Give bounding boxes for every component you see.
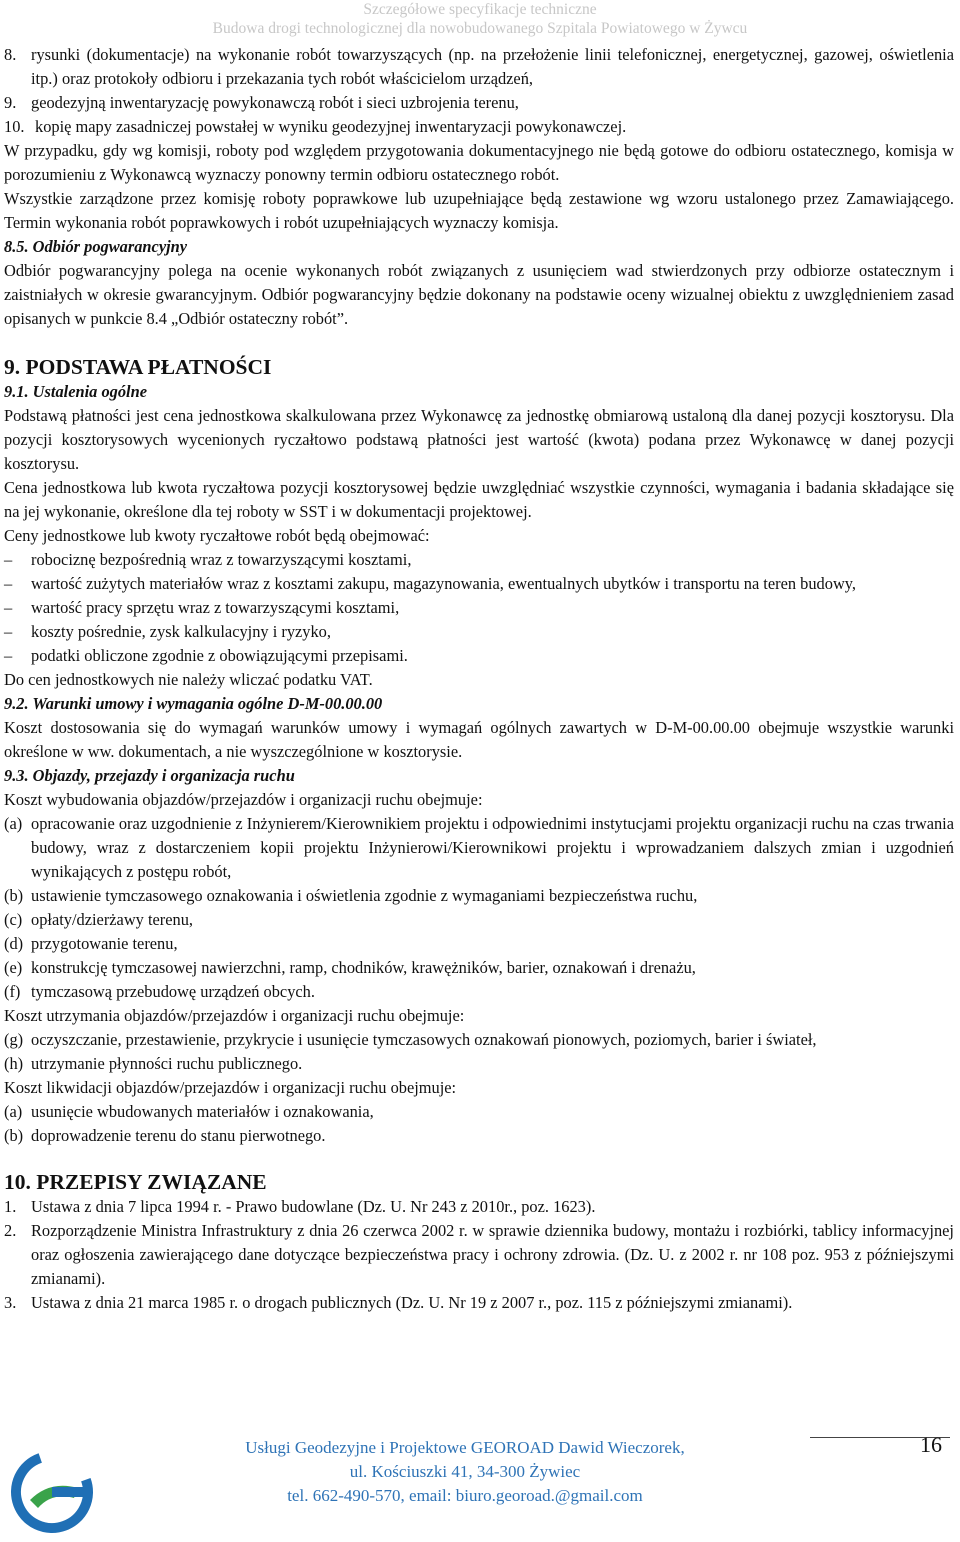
document-body [4, 43, 954, 1315]
item-text: oczyszczanie, przestawienie, przykrycie i usunięcie tymczasowych oznakowań pionowych, poziomych, barier i świateł, [31, 1030, 817, 1049]
lettered-item [4, 932, 954, 956]
section-9-1-p4: Do cen jednostkowych nie należy wliczać podatku VAT. [4, 670, 373, 689]
lettered-item [4, 980, 954, 1004]
dash-item [4, 572, 954, 596]
item-letter: (f) [4, 982, 21, 1001]
item-text: usunięcie wbudowanych materiałów i oznakowania, [31, 1102, 374, 1121]
list-item [4, 91, 954, 115]
item-text: tymczasową przebudowę urządzeń obcych. [31, 982, 315, 1001]
page-number: 16 [920, 1432, 942, 1457]
section-9-3-intro-maint: Koszt utrzymania objazdów/przejazdów i organizacji ruchu obejmuje: [4, 1006, 465, 1025]
lettered-item [4, 812, 954, 884]
heading-10: 10. PRZEPISY ZWIĄZANE [4, 1170, 267, 1194]
lettered-item [4, 908, 954, 932]
regulation-item [4, 1219, 954, 1291]
section-9-1-p1: Podstawą płatności jest cena jednostkowa skalkulowana przez Wykonawcę za jednostkę obmiarową ustaloną dla danej pozycji kosztorysu. Dla pozycji kosztorysowych wycenionych ryczałtowo podstawą płatności jest wartość (kwota) podana przez Wykonawcę w danej pozycji kosztorysu. [4, 406, 954, 473]
list-text: kopię mapy zasadniczej powstałej w wyniku geodezyjnej inwentaryzacji powykonawczej. [35, 117, 627, 136]
spacer [4, 1148, 954, 1169]
section-9-3-intro-build: Koszt wybudowania objazdów/przejazdów i organizacji ruchu obejmuje: [4, 790, 483, 809]
item-letter: (h) [4, 1054, 24, 1073]
section-8-5-title: 8.5. Odbiór pogwarancyjny [4, 237, 188, 256]
dash-marker: – [4, 550, 13, 569]
dash-item [4, 548, 954, 572]
section-9-2-text: Koszt dostosowania się do wymagań warunków umowy i wymagań ogólnych zawartych w D-M-00.00.00 obejmuje wszystkie warunki określone w ww. dokumentach, a nie wyszczególnione w kosztorysie. [4, 718, 954, 761]
section-9-3-title: 9.3. Objazdy, przejazdy i organizacja ruchu [4, 766, 295, 785]
lettered-item [4, 1028, 954, 1052]
dash-marker: – [4, 598, 13, 617]
list-item [4, 115, 954, 139]
regulation-number: 2. [4, 1221, 17, 1240]
section-8-5-text: Odbiór pogwarancyjny polega na ocenie wykonanych robót związanych z usunięciem wad stwierdzonych przy odbiorze ostatecznym i zaistniałych w okresie gwarancyjnym. Odbiór pogwarancyjny będzie dokonany na podstawie oceny wizualnej obiektu z uwzględnieniem zasad opisanych w punkcie 8.4 „Odbiór ostateczny robót”. [4, 261, 954, 328]
lettered-item [4, 1124, 954, 1148]
list-text: geodezyjną inwentaryzację powykonawczą robót i sieci uzbrojenia terenu, [31, 93, 519, 112]
list-number: 8. [4, 45, 17, 64]
dash-text: robociznę bezpośrednią wraz z towarzyszącymi kosztami, [31, 550, 412, 569]
item-text: utrzymanie płynności ruchu publicznego. [31, 1054, 303, 1073]
regulation-text: Rozporządzenie Ministra Infrastruktury z dnia 26 czerwca 2002 r. w sprawie dziennika budowy, montażu i rozbiórki, tablicy informacyjnej oraz ogłoszenia zawierającego dane dotyczące bezpieczeństwa pracy i ochrony zdrowia. (Dz. U. z 2002 r. nr 108 poz. 953 z późniejszymi zmianami). [31, 1221, 954, 1288]
dash-text: wartość pracy sprzętu wraz z towarzyszącymi kosztami, [31, 598, 400, 617]
section-9-1-title: 9.1. Ustalenia ogólne [4, 382, 147, 401]
dash-text: wartość zużytych materiałów wraz z kosztami zakupu, magazynowania, ewentualnych ubytków i transportu na teren budowy, [31, 574, 857, 593]
lettered-item [4, 884, 954, 908]
dash-item [4, 596, 954, 620]
item-text: konstrukcję tymczasowej nawierzchni, ramp, chodników, krawężników, barier, oznakowań i drenażu, [31, 958, 696, 977]
section-9-1-p2: Cena jednostkowa lub kwota ryczałtowa pozycji kosztorysowej będzie uwzględniać wszystkie czynności, wymagania i badania składające się na jej wykonanie, określone dla tej roboty w SST i w dokumentacji projektowej. [4, 478, 954, 521]
heading-9: 9. PODSTAWA PŁATNOŚCI [4, 355, 272, 379]
item-text: opracowanie oraz uzgodnienie z Inżynierem/Kierownikiem projektu i odpowiednimi instytucjami projektu organizacji ruchu na czas trwania budowy, wraz z dostarczeniem kopii projektu Inżynierowi/Kierownikowi projektu i wprowadzaniem dalszych zmian i uzgodnień wynikających z postępu robót, [31, 814, 954, 881]
dash-text: podatki obliczone zgodnie z obowiązującymi przepisami. [31, 646, 408, 665]
header-subtitle: Budowa drogi technologicznej dla nowobudowanego Szpitala Powiatowego w Żywcu [212, 20, 748, 37]
regulation-number: 1. [4, 1197, 17, 1216]
list-number: 9. [4, 93, 17, 112]
dash-text: koszty pośrednie, zysk kalkulacyjny i ryzyko, [31, 622, 331, 641]
item-letter: (e) [4, 958, 23, 977]
item-letter: (g) [4, 1030, 24, 1049]
header-title: Szczegółowe specyfikacje techniczne [363, 1, 597, 18]
spacer [4, 331, 954, 354]
item-text: przygotowanie terenu, [31, 934, 178, 953]
list-item [4, 43, 954, 91]
item-letter: (a) [4, 814, 23, 833]
item-letter: (d) [4, 934, 24, 953]
item-text: doprowadzenie terenu do stanu pierwotnego. [31, 1126, 326, 1145]
item-text: ustawienie tymczasowego oznakowania i oświetlenia zgodnie z wymaganiami bezpieczeństwa ruchu, [31, 886, 698, 905]
lettered-item [4, 1052, 954, 1076]
footer-company: Usługi Geodezyjne i Projektowe GEOROAD Dawid Wieczorek, [245, 1438, 685, 1457]
item-letter: (b) [4, 1126, 24, 1145]
dash-marker: – [4, 574, 13, 593]
regulation-number: 3. [4, 1293, 17, 1312]
item-letter: (c) [4, 910, 23, 929]
dash-marker: – [4, 622, 13, 641]
footer-contact: tel. 662-490-570, email: biuro.georoad.@gmail.com [287, 1486, 643, 1505]
list-text: rysunki (dokumentacje) na wykonanie robót towarzyszących (np. na przełożenie linii telefonicznej, energetycznej, gazowej, oświetlenia itp.) oraz protokoły odbioru i przekazania tych robót właścicielom urządzeń, [31, 45, 954, 88]
georoad-logo-icon [0, 1440, 100, 1540]
section-9-1-p3: Ceny jednostkowe lub kwoty ryczałtowe robót będą obejmować: [4, 526, 430, 545]
section-9-2-title: 9.2. Warunki umowy i wymagania ogólne D-M-00.00.00 [4, 694, 383, 713]
item-text: opłaty/dzierżawy terenu, [31, 910, 194, 929]
regulation-text: Ustawa z dnia 7 lipca 1994 r. - Prawo budowlane (Dz. U. Nr 243 z 2010r., poz. 1623). [31, 1197, 596, 1216]
lettered-item [4, 956, 954, 980]
paragraph-corrections: Wszystkie zarządzone przez komisję roboty poprawkowe lub uzupełniające będą zestawione wg wzoru ustalonego przez Zamawiającego. Termin wykonania robót poprawkowych i robót uzupełniających wyznaczy komisja. [4, 189, 954, 232]
dash-item [4, 644, 954, 668]
section-9-3-intro-liq: Koszt likwidacji objazdów/przejazdów i organizacji ruchu obejmuje: [4, 1078, 457, 1097]
regulation-item [4, 1195, 954, 1219]
dash-item [4, 620, 954, 644]
list-number: 10. [4, 117, 25, 136]
item-letter: (b) [4, 886, 24, 905]
regulation-text: Ustawa z dnia 21 marca 1985 r. o drogach publicznych (Dz. U. Nr 19 z 2007 r., poz. 115 z późniejszymi zmianami). [31, 1293, 793, 1312]
footer-address: ul. Kościuszki 41, 34-300 Żywiec [349, 1462, 581, 1481]
paragraph-commission: W przypadku, gdy wg komisji, roboty pod względem przygotowania dokumentacyjnego nie będą gotowe do odbioru ostatecznego, komisja w porozumieniu z Wykonawcą wyznaczy ponowny termin odbioru ostatecznego robót. [4, 141, 954, 184]
item-letter: (a) [4, 1102, 23, 1121]
dash-marker: – [4, 646, 13, 665]
page-footer [150, 1436, 780, 1508]
lettered-item [4, 1100, 954, 1124]
page-header [0, 0, 960, 38]
regulation-item [4, 1291, 954, 1315]
